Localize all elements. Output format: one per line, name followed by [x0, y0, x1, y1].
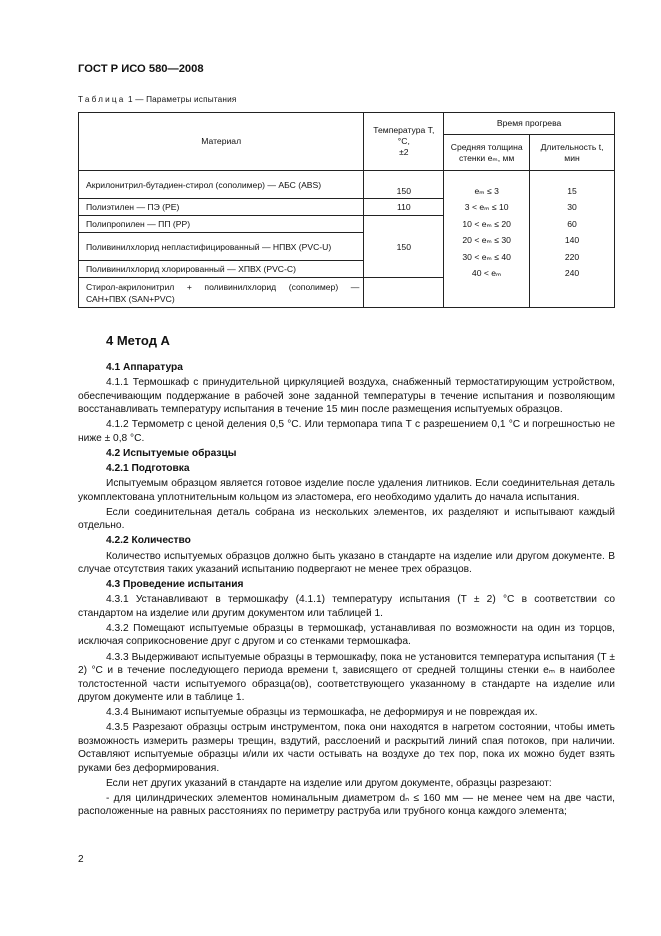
wall-row: 30 < eₘ ≤ 40 — [462, 251, 511, 262]
parameters-table — [78, 112, 615, 308]
subsection-heading: 4.2.1 Подготовка — [106, 463, 190, 475]
page-number: 2 — [78, 854, 84, 865]
paragraph: 4.1.2 Термометр с ценой деления 0,5 °С. Или термопара типа Т с разрешением 0,1 °С и погрешностью не ниже ± 0,8 °С. — [78, 419, 615, 444]
header-wall-thickness: Средняя толщина стенки eₘ, мм — [444, 135, 530, 171]
duration-row: 240 — [564, 268, 580, 279]
body-text — [78, 361, 615, 821]
subsection-heading: 4.3 Проведение испытания — [106, 579, 244, 591]
paragraph: 4.1.1 Термошкаф с принудительной циркуляцией воздуха, снабженный термостатирующим устройством, обеспечивающим поддержание в рабочей зоне заданной температуры в течение испытания и позволяющим восстанавливать температуру испытания в течение 15 мин после размещения испытуемых образцов. — [78, 377, 615, 416]
wall-row: 10 < eₘ ≤ 20 — [462, 218, 511, 229]
duration-row: 220 — [564, 251, 580, 262]
header-temperature: Температура T, °C, ±2 — [364, 113, 444, 171]
table-caption-word: Таблица — [78, 95, 126, 104]
header-duration: Длительность t, мин — [530, 135, 615, 171]
header-material: Материал — [79, 113, 364, 171]
material-pp: Полипропилен — ПП (PP) — [79, 216, 364, 233]
material-pvc-c: Поливинилхлорид хлорированный — ХПВХ (PVC-C) — [79, 261, 364, 278]
duration-values — [530, 171, 615, 308]
paragraph: 4.3.2 Помещают испытуемые образцы в термошкаф, устанавливая по возможности на один из торцов, исключая соприкосновение друг с другом и со стенками термошкафа. — [78, 623, 615, 648]
material-pe: Полиэтилен — ПЭ (PE) — [79, 199, 364, 216]
paragraph: 4.3.4 Вынимают испытуемые образцы из термошкафа, не деформируя и не повреждая их. — [106, 707, 538, 719]
section-title: 4 Метод А — [106, 333, 170, 348]
paragraph: Количество испытуемых образцов должно быть указано в стандарте на изделие или другом документе. В случае отсутствия таких указаний испытанию подвергают не менее трех образцов. — [78, 550, 615, 576]
duration-row: 30 — [567, 202, 577, 213]
document-header: ГОСТ Р ИСО 580—2008 — [78, 63, 204, 75]
paragraph: Испытуемым образцом является готовое изделие после удаления литников. Если соединительная деталь укомплектована уплотнительным кольцом из эластомера, его необходимо удалить до начала испытания. — [78, 478, 615, 503]
temp-other: 150 — [364, 216, 444, 278]
wall-row: eₘ ≤ 3 — [474, 186, 499, 196]
wall-thickness-values — [444, 171, 530, 308]
paragraph: - для цилиндрических элементов номинальным диаметром dₙ ≤ 160 мм — не менее чем на две части, расположенные на равных расстояниях по периметру раструба или трубного конца каждого элемента; — [78, 792, 615, 818]
temp-abs: 150 — [364, 171, 444, 199]
wall-row: 20 < eₘ ≤ 30 — [462, 235, 511, 246]
subsection-heading: 4.2.2 Количество — [106, 535, 191, 547]
wall-row: 3 < eₘ ≤ 10 — [464, 202, 509, 213]
duration-row: 15 — [567, 186, 577, 196]
paragraph: 4.3.3 Выдерживают испытуемые образцы в термошкафу, пока не установится температура испытания (T ± 2) °С и в течение последующего периода времени t, зависящего от средней толщины стенки eₘ в наиболее толстостенной части испытуемого образца(ов), соответствующего указанному в стандарте на изделие или другом документе или в таблице 1. — [78, 651, 615, 703]
paragraph: 4.3.1 Устанавливают в термошкафу (4.1.1) температуру испытания (T ± 2) °С в соответствии со стандартом на изделие или другим документом или таблицей 1. — [78, 594, 615, 619]
duration-row: 140 — [564, 235, 580, 246]
paragraph: Если нет других указаний в стандарте на изделие или другом документе, образцы разрезают: — [106, 777, 552, 789]
material-san-pvc: Стирол-акрилонитрил + поливинилхлорид (сополимер) — САН+ПВХ (SAN+PVC) — [79, 278, 364, 308]
duration-row: 60 — [567, 218, 577, 229]
table-caption-title: 1 — Параметры испытания — [128, 95, 237, 104]
header-warmup-time: Время прогрева — [444, 113, 615, 135]
paragraph: Если соединительная деталь собрана из нескольких элементов, их разделяют и испытывают каждый отдельно. — [78, 506, 615, 532]
paragraph: 4.3.5 Разрезают образцы острым инструментом, пока они находятся в нагретом состоянии, чтобы иметь возможность измерить размеры трещин, вздутий, расслоений и раскрытий линий спая потоков, при наличии. Оставляют испытуемые образцы и/или их части остывать на воздухе до тех пор, пока их можно будет взять руками без деформирования. — [78, 722, 615, 774]
subsection-heading: 4.1 Аппаратура — [106, 362, 183, 373]
wall-row: 40 < eₘ — [471, 268, 502, 279]
subsection-heading: 4.2 Испытуемые образцы — [106, 447, 237, 459]
table-caption — [78, 95, 237, 104]
temp-pe: 110 — [364, 199, 444, 216]
material-abs: Акрилонитрил-бутадиен-стирол (сополимер) — АБС (ABS) — [79, 171, 364, 199]
material-pvc-u: Поливинилхлорид непластифицированный — НПВХ (PVC-U) — [79, 233, 364, 261]
